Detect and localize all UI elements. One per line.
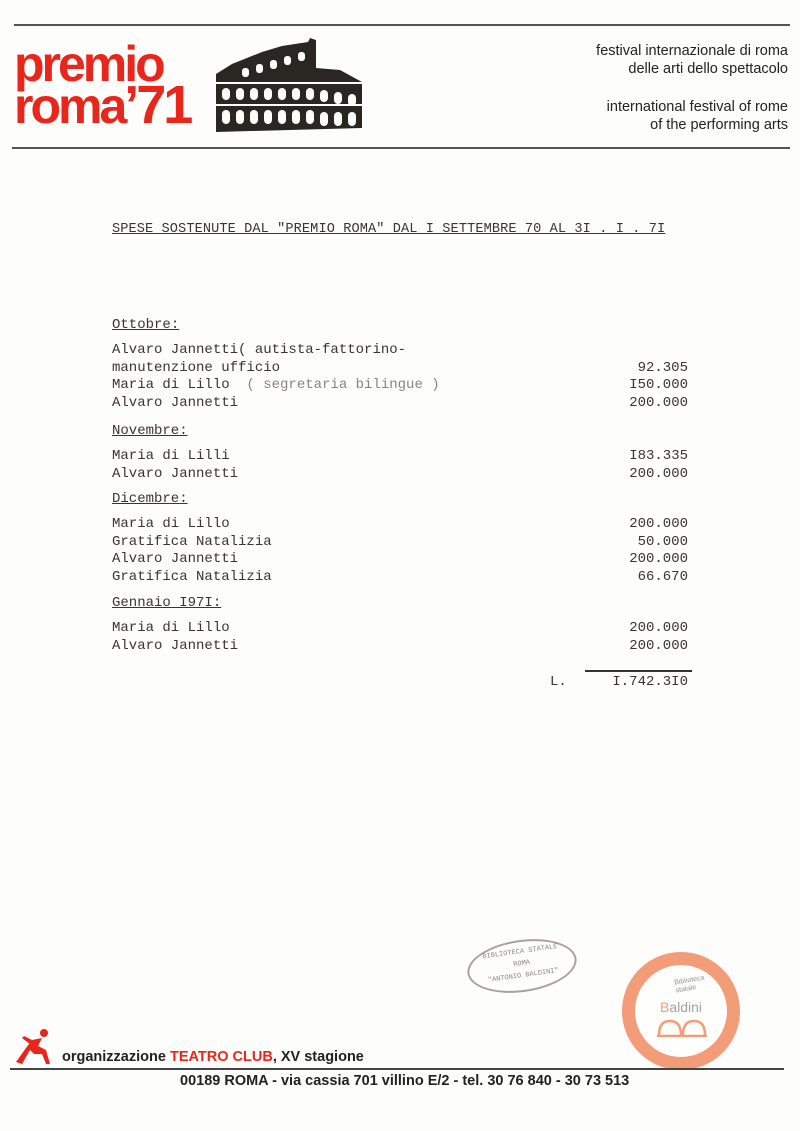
teatro-club-figure-icon [12,1028,52,1068]
section-gennaio [112,594,692,655]
header-italian: festival internazionale di roma delle arti dello spettacolo [596,43,788,77]
footer-organization: organizzazione TEATRO CLUB, XV stagione [62,1049,364,1065]
total [540,670,692,692]
month-heading: Ottobre: [112,317,180,333]
teatro-club-name: TEATRO CLUB [169,1049,273,1065]
document-title: SPESE SOSTENUTE DAL "PREMIO ROMA" DAL I SETTEMBRE 70 AL 3I . I . 7I [112,222,666,237]
expense-row: Maria di Lillo 200.000 [112,516,688,532]
month-heading: Dicembre: [112,491,188,507]
header-bottom-rule [12,147,790,149]
expense-row: Alvaro Jannetti 200.000 [112,394,688,411]
colosseum-icon [212,38,364,132]
open-book-icon [657,1017,707,1037]
expense-row: Maria di Lillo ( segretaria bilingue ) I50.000 [112,377,688,393]
month-heading: Novembre: [112,423,188,439]
section-ottobre [112,316,692,412]
expense-row: Gratifica Natalizia 50.000 [112,533,688,550]
expense-row: Maria di Lilli I83.335 [112,448,688,464]
expense-row: Alvaro Jannetti 200.000 [112,551,688,567]
month-heading: Gennaio I97I: [112,595,222,611]
footer-address: 00189 ROMA - via cassia 701 villino E/2 - tel. 30 76 840 - 30 73 513 [180,1073,630,1089]
expense-row: Alvaro Jannetti( autista-fattorino- [112,342,407,358]
logo-year: ’71 [124,75,191,135]
header-top-rule [14,24,790,26]
baldini-name: Baldini [660,999,703,1015]
section-dicembre [112,490,692,586]
expense-row: Gratifica Natalizia 66.670 [112,568,688,585]
logo-line1: premio [14,36,163,92]
library-oval-stamp: BIBLIOTECA STATALE ROMA "ANTONIO BALDINI" [464,933,580,1000]
expense-row: manutenzione ufficio 92.305 [112,359,688,376]
expense-row: Alvaro Jannetti 200.000 [112,637,688,654]
header-english: international festival of rome of the performing arts [606,99,788,133]
expense-row: Alvaro Jannetti 200.000 [112,465,688,482]
total-rule [585,670,692,672]
total-value: I.742.3I0 [612,674,688,690]
premio-roma-logo [14,36,191,135]
expense-row: Maria di Lillo 200.000 [112,620,688,636]
baldini-library-stamp [622,952,740,1070]
logo-line2: roma’71 [14,75,191,135]
footer-rule [10,1068,784,1070]
total-label: L. [550,674,567,690]
section-novembre [112,422,692,483]
baldini-small-text: Biblioteca statale [673,974,705,995]
